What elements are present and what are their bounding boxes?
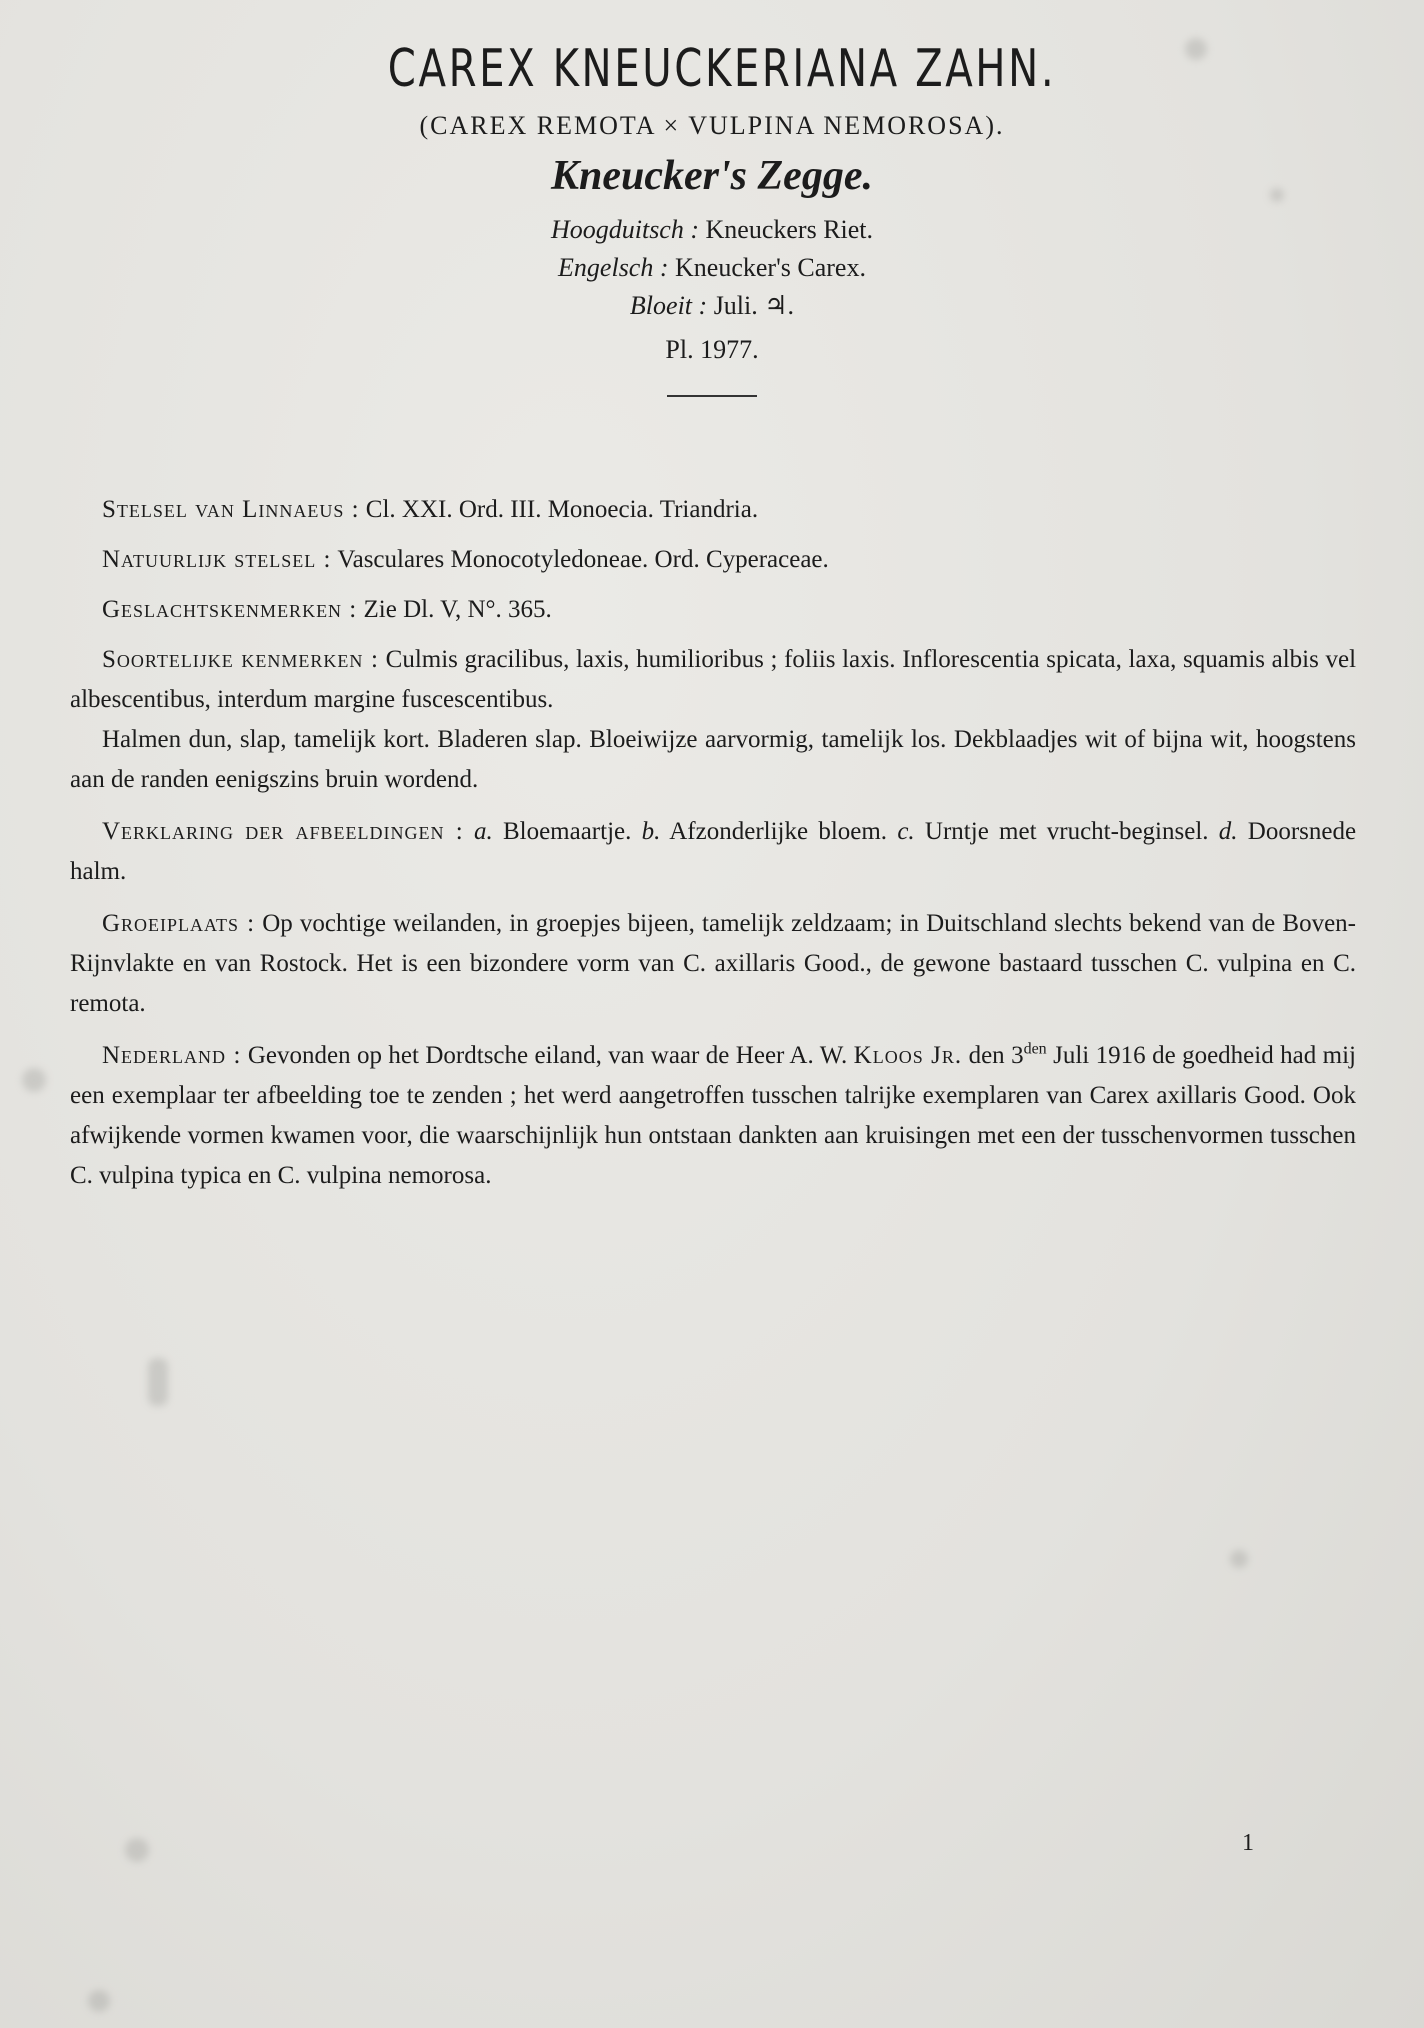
name-label: Bloeit : xyxy=(629,290,708,320)
species-title: CAREX KNEUCKERIANA ZAHN. xyxy=(387,39,1057,99)
section-label: Verklaring der afbeeldingen : xyxy=(102,818,464,845)
section-text: Vasculares Monocotyledoneae. Ord. Cyperaceae. xyxy=(337,546,829,573)
plate-number: Pl. 1977. xyxy=(665,334,759,364)
name-label: Engelsch : xyxy=(558,253,669,283)
section-text: Gevonden op het Dordtsche eiland, van waar de Heer A. W. xyxy=(247,1042,848,1069)
explanation-paragraph xyxy=(70,812,1356,892)
figure-letter: b. xyxy=(641,818,661,845)
german-name-line xyxy=(0,213,1424,247)
dutch-common-name: Kneucker's Zegge. xyxy=(551,152,873,199)
habitat-paragraph xyxy=(70,904,1356,1024)
section-text: Op vochtige weilanden, in groepjes bijeen, tamelijk zeldzaam; in Duitschland slechts bekend van de Boven-Rijnvlakte en van Rostock. Het is een bizondere vorm van C. axillaris Good., de gewone bastaard tusschen C. vulpina en C. remota. xyxy=(70,910,1356,1017)
divider-rule xyxy=(667,395,757,397)
paper-spot xyxy=(88,1990,110,2012)
section-text: Cl. XXI. Ord. III. Monoecia. Triandria. xyxy=(365,496,759,523)
figure-text: Urntje met vrucht-beginsel. xyxy=(924,818,1209,845)
genus-paragraph xyxy=(70,590,1356,630)
section-label: Stelsel van Linnaeus : xyxy=(102,496,360,523)
figure-letter: d. xyxy=(1218,818,1238,845)
section-label: Soortelijke kenmerken : xyxy=(102,646,380,673)
figure-text: Afzonderlijke bloem. xyxy=(669,818,888,845)
body-text xyxy=(70,490,1356,1208)
natural-system-paragraph xyxy=(70,540,1356,580)
collector-name: Kloos Jr. xyxy=(853,1042,963,1069)
section-label: Natuurlijk stelsel : xyxy=(102,546,332,573)
description-paragraph: Halmen dun, slap, tamelijk kort. Bladeren slap. Bloeiwijze aarvormig, tamelijk los. Dekblaadjes wit of bijna wit, hoogstens aan de randen eenigszins bruin wordend. xyxy=(70,726,1356,793)
page-number: 1 xyxy=(1242,1830,1254,1856)
section-label: Groeiplaats : xyxy=(102,910,256,937)
name-value: Kneuckers Riet. xyxy=(705,215,874,245)
ordinal-superscript: den xyxy=(1023,1040,1047,1058)
paper-spot xyxy=(22,1068,46,1092)
section-label: Geslachtskenmerken : xyxy=(102,596,358,623)
hybrid-formula: (CAREX REMOTA × VULPINA NEMOROSA). xyxy=(419,110,1005,140)
section-text: den 3 xyxy=(968,1042,1024,1069)
section-text: Culmis gracilibus, laxis, humilioribus ; foliis laxis. Inflorescentia spicata, laxa, squamis albis vel albescentibus, interdum margine fuscescentibus. xyxy=(70,646,1357,713)
figure-text: Doorsnede halm. xyxy=(70,818,1357,885)
name-value: Juli. ♃. xyxy=(713,290,795,320)
header xyxy=(0,40,1424,397)
species-paragraph xyxy=(70,640,1356,720)
figure-text: Bloemaartje. xyxy=(502,818,632,845)
flowering-line xyxy=(0,289,1424,323)
linnaeus-paragraph xyxy=(70,490,1356,530)
name-label: Hoogduitsch : xyxy=(550,215,700,245)
name-value: Kneucker's Carex. xyxy=(675,253,866,283)
figure-letter: a. xyxy=(473,818,493,845)
paper-spot xyxy=(148,1358,168,1406)
paper-spot xyxy=(1230,1550,1248,1568)
section-label: Nederland : xyxy=(102,1042,242,1069)
figure-letter: c. xyxy=(897,818,915,845)
english-name-line xyxy=(0,251,1424,285)
section-text: Juli 1916 de goedheid had mij een exemplaar ter afbeelding toe te zenden ; het werd aangetroffen tusschen talrijke exemplaren van Carex axillaris Good. Ook afwijkende vormen kwamen voor, die waarschijnlijk hun ontstaan dankten aan kruisingen met een der tusschenvormen tusschen C. vulpina typica en C. vulpina nemorosa. xyxy=(70,1042,1356,1189)
paper-spot xyxy=(125,1838,149,1862)
netherlands-paragraph xyxy=(70,1036,1356,1196)
section-text: Zie Dl. V, N°. 365. xyxy=(363,596,552,623)
